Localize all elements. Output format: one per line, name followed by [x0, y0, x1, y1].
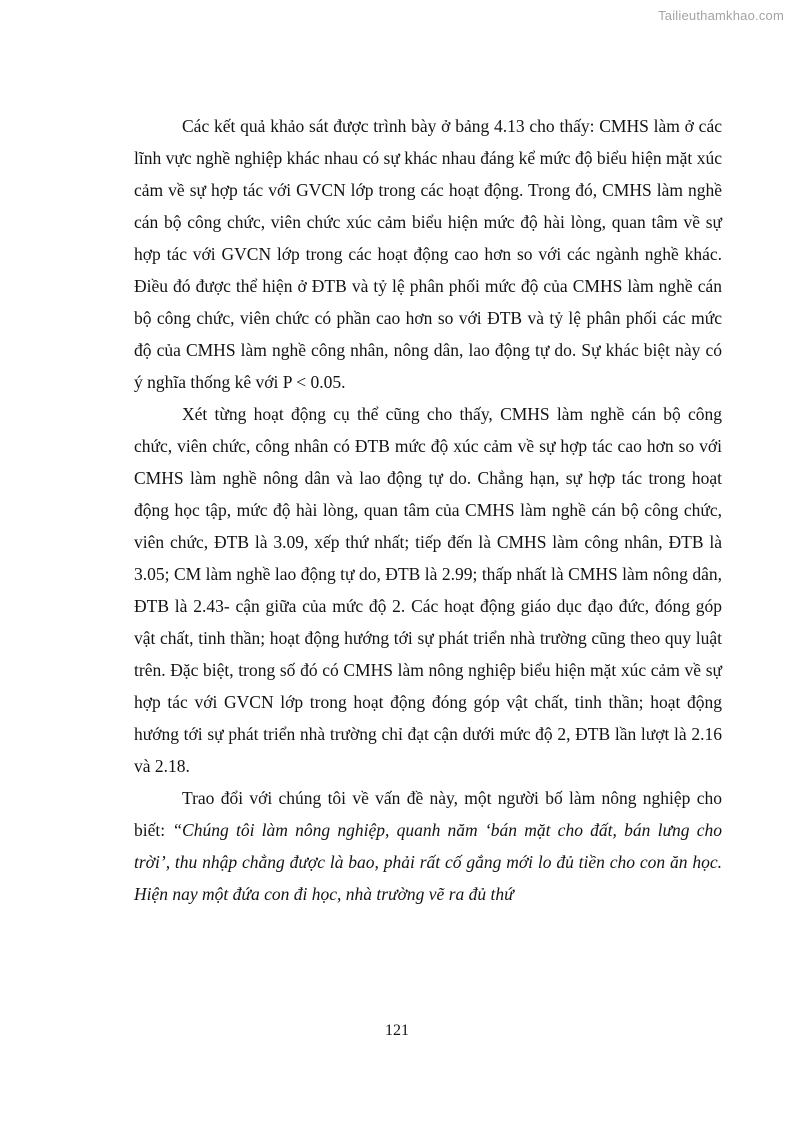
paragraph-2: Xét từng hoạt động cụ thể cũng cho thấy, CMHS làm nghề cán bộ công chức, viên chức, công nhân có ĐTB mức độ xúc cảm về sự hợp tác cao hơn so với CMHS làm nghề nông dân và lao động tự do. Chẳng hạn, sự hợp tác trong hoạt động học tập, mức độ hài lòng, quan tâm của CMHS làm nghề cán bộ công chức, viên chức, ĐTB là 3.09, xếp thứ nhất; tiếp đến là CMHS làm công nhân, ĐTB là 3.05; CM làm nghề lao động tự do, ĐTB là 2.99; thấp nhất là CMHS làm nông dân, ĐTB là 2.43- cận giữa của mức độ 2. Các hoạt động giáo dục đạo đức, đóng góp vật chất, tinh thần; hoạt động hướng tới sự phát triển nhà trường cũng theo quy luật trên. Đặc biệt, trong số đó có CMHS làm nông nghiệp biểu hiện mặt xúc cảm về sự hợp tác với GVCN lớp trong hoạt động đóng góp vật chất, tinh thần; hoạt động hướng tới sự phát triển nhà trường chỉ đạt cận dưới mức độ 2, ĐTB lần lượt là 2.16 và 2.18.: [134, 404, 722, 776]
paragraph-3-quote: “Chúng tôi làm nông nghiệp, quanh năm ‘bán mặt cho đất, bán lưng cho trời’, thu nhập chẳng được là bao, phải rất cố gắng mới lo đủ tiền cho con ăn học. Hiện nay một đứa con đi học, nhà trường vẽ ra đủ thứ: [134, 820, 722, 904]
page-number: 121: [385, 1022, 409, 1039]
paragraph-3-lead: Trao đổi với chúng tôi về vấn đề này, một người bố làm nông nghiệp cho biết:: [134, 788, 722, 840]
watermark-text: Tailieuthamkhao.com: [658, 8, 784, 23]
paragraph-1: Các kết quả khảo sát được trình bày ở bảng 4.13 cho thấy: CMHS làm ở các lĩnh vực nghề nghiệp khác nhau có sự khác nhau đáng kể mức độ biểu hiện mặt xúc cảm về sự hợp tác với GVCN lớp trong các hoạt động. Trong đó, CMHS làm nghề cán bộ công chức, viên chức xúc cảm biểu hiện mức độ hài lòng, quan tâm về sự hợp tác với GVCN lớp trong các hoạt động cao hơn so với các ngành nghề khác. Điều đó được thể hiện ở ĐTB và tỷ lệ phân phối mức độ của CMHS làm nghề cán bộ công chức, viên chức có phần cao hơn so với ĐTB và tỷ lệ phân phối các mức độ của CMHS làm nghề công nhân, nông dân, lao động tự do. Sự khác biệt này có ý nghĩa thống kê với P < 0.05.: [134, 116, 722, 392]
page-content: [134, 110, 722, 910]
paragraph-3: [134, 782, 722, 910]
